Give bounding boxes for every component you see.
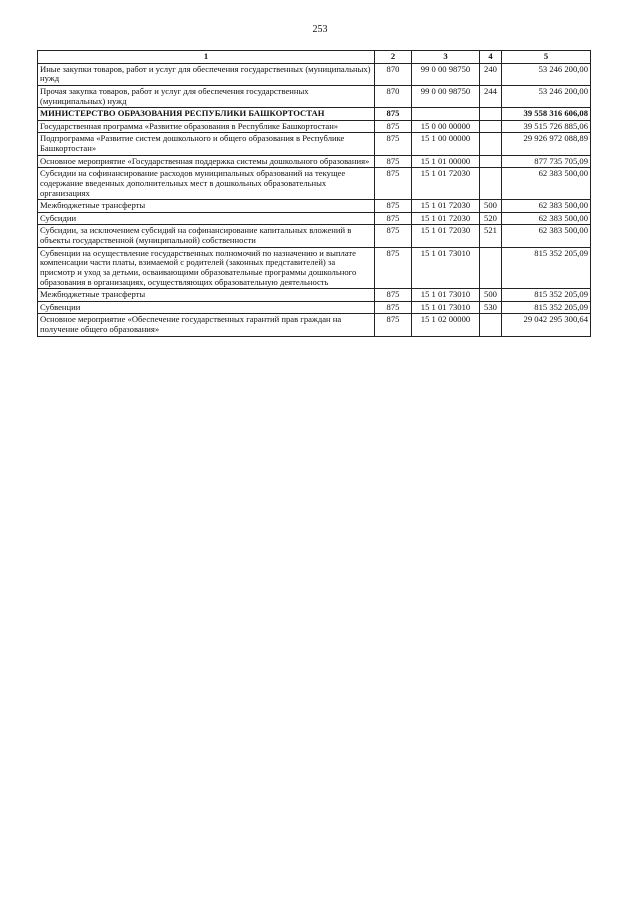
- row-name: Подпрограмма «Развитие систем дошкольного и общего образования в Республике Башкортостан»: [38, 133, 375, 155]
- row-code: 875: [375, 155, 412, 168]
- row-type: [480, 168, 502, 200]
- page-number: 253: [312, 24, 328, 35]
- row-type: [480, 247, 502, 289]
- row-name: Субвенции: [38, 301, 375, 314]
- row-code: 875: [375, 120, 412, 133]
- table-row: [38, 247, 591, 289]
- row-name: Субсидии на софинансирование расходов муниципальных образований на текущее содержание введенных дополнительных мест в дошкольных образовательных организациях: [38, 168, 375, 200]
- table-row: [38, 85, 591, 107]
- row-name: Субсидии, за исключением субсидий на софинансирование капитальных вложений в объекты государственной (муниципальной) собственности: [38, 225, 375, 247]
- header-col-target: 3: [412, 51, 480, 64]
- row-code: 875: [375, 200, 412, 213]
- row-code: 875: [375, 225, 412, 247]
- row-amount: 39 515 726 885,06: [502, 120, 591, 133]
- row-target: 99 0 00 98750: [412, 63, 480, 85]
- row-type: 521: [480, 225, 502, 247]
- table-row: [38, 314, 591, 336]
- row-name: Основное мероприятие «Государственная поддержка системы дошкольного образования»: [38, 155, 375, 168]
- row-code: 875: [375, 301, 412, 314]
- row-type: [480, 108, 502, 121]
- row-target: 15 1 01 72030: [412, 168, 480, 200]
- header-col-type: 4: [480, 51, 502, 64]
- row-amount: 29 042 295 300,64: [502, 314, 591, 336]
- row-code: 875: [375, 168, 412, 200]
- header-col-name: 1: [38, 51, 375, 64]
- row-target: 99 0 00 98750: [412, 85, 480, 107]
- row-amount: 53 246 200,00: [502, 85, 591, 107]
- row-target: 15 1 01 72030: [412, 212, 480, 225]
- header-col-code: 2: [375, 51, 412, 64]
- row-type: 240: [480, 63, 502, 85]
- table-row: [38, 168, 591, 200]
- row-amount: 815 352 205,09: [502, 301, 591, 314]
- row-amount: 62 383 500,00: [502, 200, 591, 213]
- row-name: Субсидии: [38, 212, 375, 225]
- row-code: 875: [375, 289, 412, 302]
- row-name: Межбюджетные трансферты: [38, 289, 375, 302]
- row-type: 500: [480, 289, 502, 302]
- row-amount: 53 246 200,00: [502, 63, 591, 85]
- table-row: [38, 301, 591, 314]
- row-target: 15 1 00 00000: [412, 133, 480, 155]
- table-row: [38, 63, 591, 85]
- row-type: 244: [480, 85, 502, 107]
- row-amount: 877 735 705,09: [502, 155, 591, 168]
- header-col-amount: 5: [502, 51, 591, 64]
- row-type: [480, 133, 502, 155]
- table-row: [38, 289, 591, 302]
- row-target: 15 1 01 73010: [412, 289, 480, 302]
- row-amount: 62 383 500,00: [502, 168, 591, 200]
- row-type: [480, 120, 502, 133]
- row-type: 520: [480, 212, 502, 225]
- table-row: [38, 155, 591, 168]
- row-amount: 39 558 316 606,08: [502, 108, 591, 121]
- row-amount: 815 352 205,09: [502, 247, 591, 289]
- row-target: 15 1 01 72030: [412, 225, 480, 247]
- row-code: 875: [375, 212, 412, 225]
- row-name: МИНИСТЕРСТВО ОБРАЗОВАНИЯ РЕСПУБЛИКИ БАШКОРТОСТАН: [38, 108, 375, 121]
- row-target: 15 1 01 73010: [412, 247, 480, 289]
- table-row: [38, 200, 591, 213]
- row-name: Межбюджетные трансферты: [38, 200, 375, 213]
- row-target: 15 1 01 00000: [412, 155, 480, 168]
- row-code: 875: [375, 108, 412, 121]
- row-code: 875: [375, 247, 412, 289]
- table-row: [38, 108, 591, 121]
- row-name: Основное мероприятие «Обеспечение государственных гарантий прав граждан на получение общего образования»: [38, 314, 375, 336]
- row-type: [480, 314, 502, 336]
- row-amount: 62 383 500,00: [502, 212, 591, 225]
- table-row: [38, 120, 591, 133]
- row-type: 530: [480, 301, 502, 314]
- row-target: 15 1 01 72030: [412, 200, 480, 213]
- row-name: Прочая закупка товаров, работ и услуг для обеспечения государственных (муниципальных) нужд: [38, 85, 375, 107]
- row-amount: 29 926 972 088,89: [502, 133, 591, 155]
- header-row: [38, 51, 591, 64]
- row-name: Иные закупки товаров, работ и услуг для обеспечения государственных (муниципальных) нужд: [38, 63, 375, 85]
- row-target: 15 0 00 00000: [412, 120, 480, 133]
- row-type: [480, 155, 502, 168]
- row-target: 15 1 01 73010: [412, 301, 480, 314]
- row-code: 875: [375, 133, 412, 155]
- row-code: 870: [375, 63, 412, 85]
- table-row: [38, 133, 591, 155]
- table-row: [38, 225, 591, 247]
- row-name: Субвенции на осуществление государственных полномочий по назначению и выплате компенсации части платы, взимаемой с родителей (законных представителей) за присмотр и уход за детьми, осваивающими образовательные программы дошкольного образования в организациях, осуществляющих образовательную деятельность: [38, 247, 375, 289]
- table-row: [38, 212, 591, 225]
- row-type: 500: [480, 200, 502, 213]
- row-code: 875: [375, 314, 412, 336]
- row-target: [412, 108, 480, 121]
- row-name: Государственная программа «Развитие образования в Республике Башкортостан»: [38, 120, 375, 133]
- row-target: 15 1 02 00000: [412, 314, 480, 336]
- budget-table: [37, 50, 591, 337]
- row-amount: 62 383 500,00: [502, 225, 591, 247]
- row-amount: 815 352 205,09: [502, 289, 591, 302]
- row-code: 870: [375, 85, 412, 107]
